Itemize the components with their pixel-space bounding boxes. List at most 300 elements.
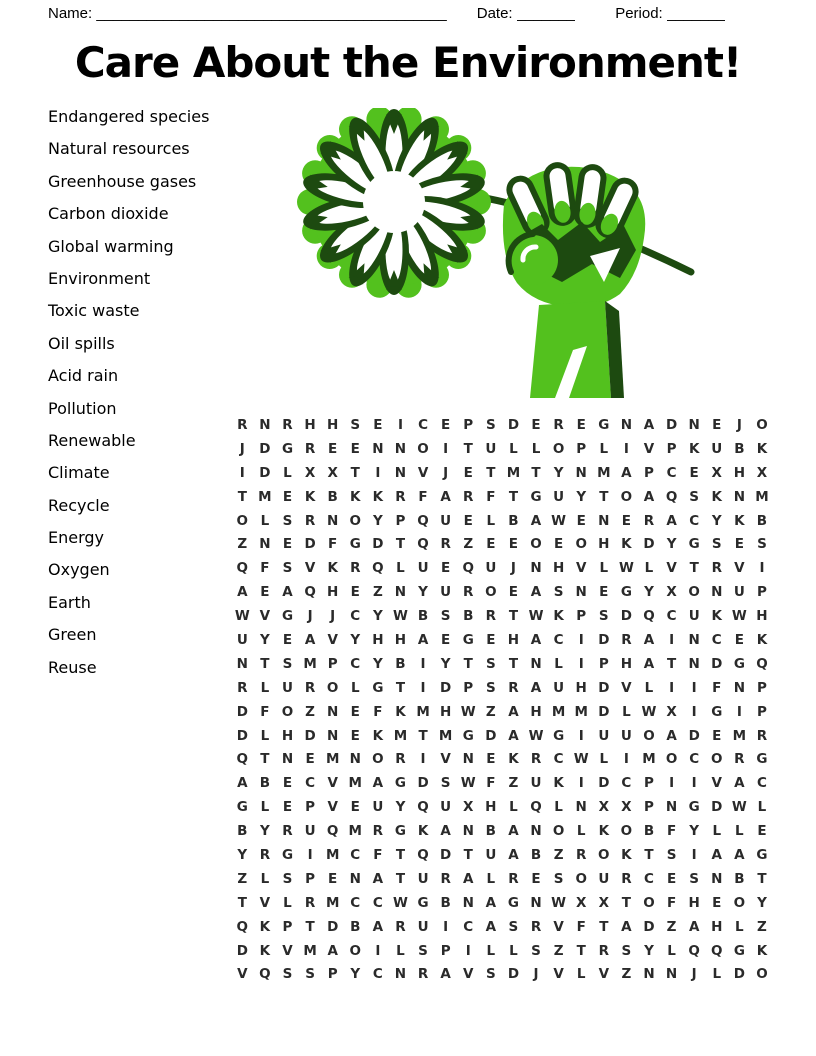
grid-letter: S <box>621 942 632 959</box>
grid-letter: T <box>757 870 767 887</box>
grid-letter: N <box>711 870 723 887</box>
grid-letter: I <box>307 846 313 863</box>
grid-letter: T <box>395 536 406 553</box>
grid-letter: G <box>281 608 294 625</box>
grid-letter: C <box>350 894 361 911</box>
grid-letter: J <box>533 966 539 983</box>
grid-letter: I <box>239 464 245 481</box>
grid-letter: B <box>463 608 474 625</box>
grid-letter: I <box>691 775 697 792</box>
grid-letter: Q <box>462 560 474 577</box>
grid-letter: W <box>551 512 567 529</box>
grid-letter: L <box>350 679 360 696</box>
grid-letter: S <box>666 846 677 863</box>
grid-letter: G <box>417 894 429 911</box>
grid-letter: Z <box>553 846 564 863</box>
grid-letter: K <box>553 608 564 625</box>
grid-letter: E <box>712 894 722 911</box>
grid-letter: Q <box>326 823 339 840</box>
grid-letter: O <box>349 512 361 529</box>
grid-letter: L <box>599 751 609 768</box>
grid-letter: Z <box>463 536 474 553</box>
grid-letter: C <box>372 894 383 911</box>
grid-letter: L <box>622 703 631 720</box>
grid-letter: G <box>756 846 768 863</box>
grid-letter: R <box>395 488 406 505</box>
grid-letter: U <box>282 679 293 696</box>
grid-letter: C <box>350 608 361 625</box>
grid-letter: A <box>666 727 677 744</box>
grid-letter: U <box>620 727 632 744</box>
grid-letter: H <box>530 703 542 720</box>
grid-letter: Z <box>372 584 383 601</box>
grid-letter: R <box>372 823 384 840</box>
grid-letter: B <box>530 846 542 863</box>
grid-letter: Q <box>304 584 316 601</box>
flower-fist-illustration <box>290 108 710 398</box>
grid-letter: O <box>688 584 700 601</box>
grid-letter: V <box>327 775 338 792</box>
grid-letter: D <box>304 727 316 744</box>
grid-letter: E <box>282 536 293 553</box>
grid-letter: A <box>440 966 451 983</box>
grid-letter: U <box>440 512 452 529</box>
grid-letter: S <box>282 512 293 529</box>
grid-letter: T <box>237 488 247 505</box>
grid-letter: E <box>282 488 293 505</box>
grid-letter: P <box>463 679 474 696</box>
grid-letter: L <box>531 440 541 457</box>
grid-letter: K <box>688 440 700 457</box>
fist-wrist <box>530 301 624 398</box>
grid-letter: O <box>711 751 723 768</box>
grid-letter: K <box>711 488 722 505</box>
grid-letter: A <box>643 416 655 433</box>
grid-letter: C <box>666 464 677 481</box>
grid-letter: S <box>553 584 564 601</box>
grid-letter: T <box>599 918 609 935</box>
grid-letter: K <box>259 918 271 935</box>
grid-letter: F <box>418 488 428 505</box>
grid-letter: L <box>735 918 744 935</box>
grid-letter: T <box>508 488 519 505</box>
grid-letter: C <box>350 846 361 863</box>
grid-letter: O <box>485 584 497 601</box>
grid-letter: A <box>508 727 519 744</box>
grid-letter: M <box>325 846 340 863</box>
grid-letter: G <box>688 799 700 816</box>
word-list-item: Pollution <box>48 398 117 418</box>
grid-letter: P <box>305 799 316 816</box>
word-list <box>48 106 209 689</box>
grid-letter: W <box>528 608 544 625</box>
grid-letter: B <box>756 512 768 529</box>
grid-letter: W <box>393 608 408 625</box>
grid-letter: D <box>643 918 655 935</box>
grid-letter: E <box>621 512 631 529</box>
grid-letter: W <box>731 799 747 816</box>
grid-letter: I <box>420 679 426 696</box>
grid-letter: O <box>530 536 542 553</box>
grid-letter: Q <box>530 799 542 816</box>
grid-letter: N <box>575 799 587 816</box>
grid-letter: U <box>598 727 610 744</box>
grid-letter: E <box>350 584 360 601</box>
grid-letter: M <box>597 464 611 481</box>
grid-letter: M <box>438 727 453 744</box>
grid-letter: E <box>734 631 744 648</box>
grid-letter: L <box>509 942 518 959</box>
grid-letter: C <box>756 775 767 792</box>
grid-letter: R <box>350 560 361 577</box>
grid-letter: A <box>621 464 632 481</box>
grid-letter: N <box>462 894 474 911</box>
grid-letter: E <box>531 416 541 433</box>
grid-letter: U <box>733 584 745 601</box>
grid-letter: S <box>689 870 700 887</box>
grid-letter: I <box>669 775 675 792</box>
grid-letter: X <box>756 464 768 481</box>
grid-letter: A <box>485 918 497 935</box>
grid-letter: M <box>732 727 747 744</box>
grid-letter: L <box>396 942 405 959</box>
grid-letter: O <box>643 727 655 744</box>
grid-letter: T <box>395 870 406 887</box>
grid-letter: N <box>620 416 633 433</box>
grid-letter: R <box>259 846 271 863</box>
grid-letter: B <box>417 608 429 625</box>
grid-letter: U <box>485 440 497 457</box>
grid-letter: W <box>731 608 747 625</box>
grid-letter: L <box>554 799 563 816</box>
grid-letter: V <box>463 966 474 983</box>
grid-letter: W <box>641 703 657 720</box>
grid-letter: L <box>283 894 292 911</box>
name-label: Name: <box>48 5 93 22</box>
grid-letter: R <box>463 488 474 505</box>
grid-letter: L <box>509 799 518 816</box>
grid-letter: U <box>372 799 384 816</box>
grid-letter: L <box>486 512 496 529</box>
grid-letter: S <box>689 488 700 505</box>
grid-letter: F <box>486 488 496 505</box>
grid-letter: V <box>553 966 564 983</box>
grid-letter: N <box>733 679 746 696</box>
grid-letter: I <box>420 655 426 672</box>
grid-letter: X <box>711 464 722 481</box>
grid-letter: O <box>326 679 339 696</box>
grid-letter: X <box>463 799 474 816</box>
grid-letter: E <box>712 416 722 433</box>
grid-letter: L <box>260 799 270 816</box>
grid-letter: K <box>304 488 316 505</box>
grid-letter: U <box>417 918 429 935</box>
grid-letter: X <box>304 464 316 481</box>
grid-letter: D <box>236 703 248 720</box>
grid-letter: V <box>440 751 451 768</box>
grid-letter: N <box>530 655 542 672</box>
grid-letter: S <box>485 655 496 672</box>
grid-letter: I <box>578 655 584 672</box>
grid-letter: Q <box>643 608 655 625</box>
grid-letter: Y <box>372 655 383 672</box>
grid-letter: O <box>372 751 384 768</box>
grid-letter: K <box>621 846 632 863</box>
word-list-item: Environment <box>48 268 151 288</box>
grid-letter: V <box>598 966 610 983</box>
grid-letter: G <box>394 775 406 792</box>
grid-letter: E <box>282 799 293 816</box>
grid-letter: K <box>259 942 271 959</box>
grid-letter: I <box>669 679 675 696</box>
grid-letter: C <box>350 655 361 672</box>
grid-letter: D <box>620 608 632 625</box>
word-list-item: Toxic waste <box>48 301 140 321</box>
grid-letter: K <box>372 488 384 505</box>
grid-letter: Q <box>665 488 678 505</box>
grid-letter: T <box>260 655 270 672</box>
grid-letter: W <box>234 608 250 625</box>
grid-letter: D <box>507 416 520 433</box>
grid-letter: U <box>440 799 452 816</box>
grid-letter: I <box>375 942 381 959</box>
grid-letter: R <box>734 751 745 768</box>
grid-letter: D <box>259 440 271 457</box>
grid-letter: G <box>733 942 745 959</box>
grid-letter: C <box>689 512 700 529</box>
grid-letter: R <box>508 679 519 696</box>
grid-letter: A <box>327 942 338 959</box>
grid-letter: U <box>417 870 429 887</box>
grid-letter: B <box>485 823 496 840</box>
grid-letter: E <box>350 703 360 720</box>
grid-letter: M <box>303 655 317 672</box>
grid-letter: Y <box>757 894 767 911</box>
grid-letter: E <box>441 416 451 433</box>
grid-letter: T <box>508 655 519 672</box>
grid-letter: Y <box>237 846 248 863</box>
grid-letter: V <box>575 560 587 577</box>
grid-letter: E <box>486 631 496 648</box>
grid-letter: R <box>304 894 316 911</box>
word-list-item: Natural resources <box>48 139 190 159</box>
grid-letter: C <box>372 966 383 983</box>
grid-letter: A <box>417 631 429 648</box>
grid-letter: V <box>259 608 271 625</box>
grid-letter: P <box>463 416 474 433</box>
grid-letter: R <box>621 870 632 887</box>
grid-letter: P <box>576 608 587 625</box>
grid-letter: N <box>733 488 746 505</box>
grid-letter: T <box>508 608 519 625</box>
grid-letter: P <box>327 655 338 672</box>
grid-letter: T <box>463 440 473 457</box>
grid-letter: A <box>282 584 293 601</box>
grid-letter: A <box>372 870 384 887</box>
grid-letter: G <box>462 631 474 648</box>
grid-letter: G <box>349 536 361 553</box>
grid-letter: Z <box>553 942 564 959</box>
grid-letter: S <box>598 608 609 625</box>
grid-letter: E <box>576 416 586 433</box>
grid-letter: N <box>259 416 271 433</box>
name-blank-line[interactable]: __________________________________________ <box>96 5 447 22</box>
grid-letter: Y <box>395 799 406 816</box>
date-blank-line[interactable]: _______ <box>516 5 576 22</box>
grid-letter: T <box>689 560 699 577</box>
grid-letter: L <box>757 799 767 816</box>
grid-letter: V <box>711 775 722 792</box>
grid-letter: K <box>598 823 610 840</box>
grid-letter: Y <box>644 584 654 601</box>
word-list-item: Oxygen <box>48 560 110 580</box>
grid-letter: A <box>508 846 519 863</box>
grid-letter: P <box>305 870 316 887</box>
grid-letter: M <box>303 942 317 959</box>
grid-letter: O <box>756 966 768 983</box>
grid-letter: L <box>260 512 270 529</box>
grid-letter: G <box>688 536 700 553</box>
word-list-item: Green <box>48 625 97 645</box>
grid-letter: X <box>575 894 587 911</box>
grid-letter: S <box>282 966 293 983</box>
grid-letter: O <box>575 536 587 553</box>
grid-letter: E <box>350 727 360 744</box>
grid-letter: Y <box>666 536 677 553</box>
grid-letter: V <box>282 942 293 959</box>
grid-letter: I <box>443 918 449 935</box>
grid-letter: K <box>621 536 632 553</box>
grid-letter: B <box>508 512 519 529</box>
grid-letter: Q <box>372 560 384 577</box>
grid-letter: C <box>305 775 316 792</box>
grid-letter: A <box>688 918 700 935</box>
grid-letter: D <box>598 775 610 792</box>
grid-letter: B <box>395 655 406 672</box>
grid-letter: P <box>395 512 406 529</box>
grid-letter: A <box>530 679 542 696</box>
grid-letter: Q <box>417 846 429 863</box>
grid-letter: L <box>599 560 609 577</box>
grid-letter: B <box>643 823 655 840</box>
grid-letter: V <box>327 799 338 816</box>
grid-letter: E <box>328 440 338 457</box>
grid-letter: X <box>666 584 677 601</box>
grid-letter: F <box>373 703 383 720</box>
grid-letter: A <box>440 823 451 840</box>
grid-letter: Q <box>236 560 249 577</box>
period-blank-line[interactable]: _______ <box>666 5 726 22</box>
grid-letter: R <box>417 966 429 983</box>
grid-letter: U <box>598 870 610 887</box>
grid-letter: A <box>621 918 632 935</box>
grid-letter: U <box>304 823 316 840</box>
grid-letter: P <box>327 966 338 983</box>
grid-letter: W <box>460 775 476 792</box>
grid-letter: N <box>327 512 339 529</box>
grid-letter: D <box>440 846 452 863</box>
grid-letter: R <box>598 942 609 959</box>
grid-letter: H <box>485 799 497 816</box>
grid-letter: H <box>756 608 768 625</box>
grid-letter: B <box>327 488 338 505</box>
grid-letter: U <box>711 440 723 457</box>
grid-letter: L <box>712 823 722 840</box>
grid-letter: H <box>327 416 339 433</box>
grid-letter: N <box>711 584 723 601</box>
grid-letter: M <box>393 727 408 744</box>
grid-letter: W <box>528 727 544 744</box>
grid-letter: Z <box>621 966 632 983</box>
grid-letter: E <box>350 799 360 816</box>
grid-letter: Y <box>576 488 587 505</box>
grid-letter: W <box>551 894 567 911</box>
grid-letter: U <box>485 846 497 863</box>
grid-letter: O <box>281 703 294 720</box>
grid-letter: B <box>440 894 451 911</box>
grid-letter: L <box>644 679 654 696</box>
grid-letter: L <box>260 679 270 696</box>
grid-letter: E <box>282 775 293 792</box>
grid-letter: E <box>305 751 315 768</box>
grid-letter: Z <box>237 870 248 887</box>
grid-letter: N <box>598 512 610 529</box>
grid-letter: G <box>281 440 294 457</box>
grid-letter: A <box>530 584 542 601</box>
grid-letter: J <box>736 416 742 433</box>
grid-letter: F <box>260 560 270 577</box>
grid-letter: T <box>666 655 677 672</box>
grid-letter: A <box>508 703 519 720</box>
grid-letter: T <box>621 894 631 911</box>
grid-letter: K <box>417 823 429 840</box>
grid-letter: I <box>578 727 584 744</box>
grid-letter: A <box>530 631 542 648</box>
grid-letter: P <box>666 440 677 457</box>
grid-letter: R <box>395 751 406 768</box>
grid-letter: P <box>757 584 767 601</box>
grid-letter: Q <box>688 942 700 959</box>
grid-letter: U <box>440 584 452 601</box>
grid-letter: D <box>327 918 339 935</box>
grid-letter: V <box>643 440 655 457</box>
grid-letter: H <box>394 631 407 648</box>
grid-letter: Q <box>236 918 249 935</box>
grid-letter: S <box>305 966 315 983</box>
grid-letter: H <box>507 631 520 648</box>
grid-letter: C <box>711 631 722 648</box>
word-search-grid <box>231 413 773 986</box>
grid-letter: S <box>508 918 519 935</box>
grid-letter: O <box>417 440 429 457</box>
grid-letter: I <box>443 440 449 457</box>
word-list-item: Greenhouse gases <box>48 171 197 191</box>
grid-letter: E <box>689 464 699 481</box>
grid-letter: L <box>396 560 405 577</box>
grid-letter: A <box>304 631 316 648</box>
grid-letter: M <box>506 464 521 481</box>
grid-letter: I <box>465 942 471 959</box>
grid-letter: R <box>237 679 248 696</box>
grid-letter: Y <box>418 584 428 601</box>
grid-letter: Q <box>417 536 429 553</box>
grid-letter: O <box>236 512 249 529</box>
grid-letter: Y <box>350 631 361 648</box>
grid-letter: L <box>644 560 654 577</box>
grid-letter: G <box>462 727 474 744</box>
grid-letter: S <box>711 536 722 553</box>
grid-letter: F <box>712 679 722 696</box>
